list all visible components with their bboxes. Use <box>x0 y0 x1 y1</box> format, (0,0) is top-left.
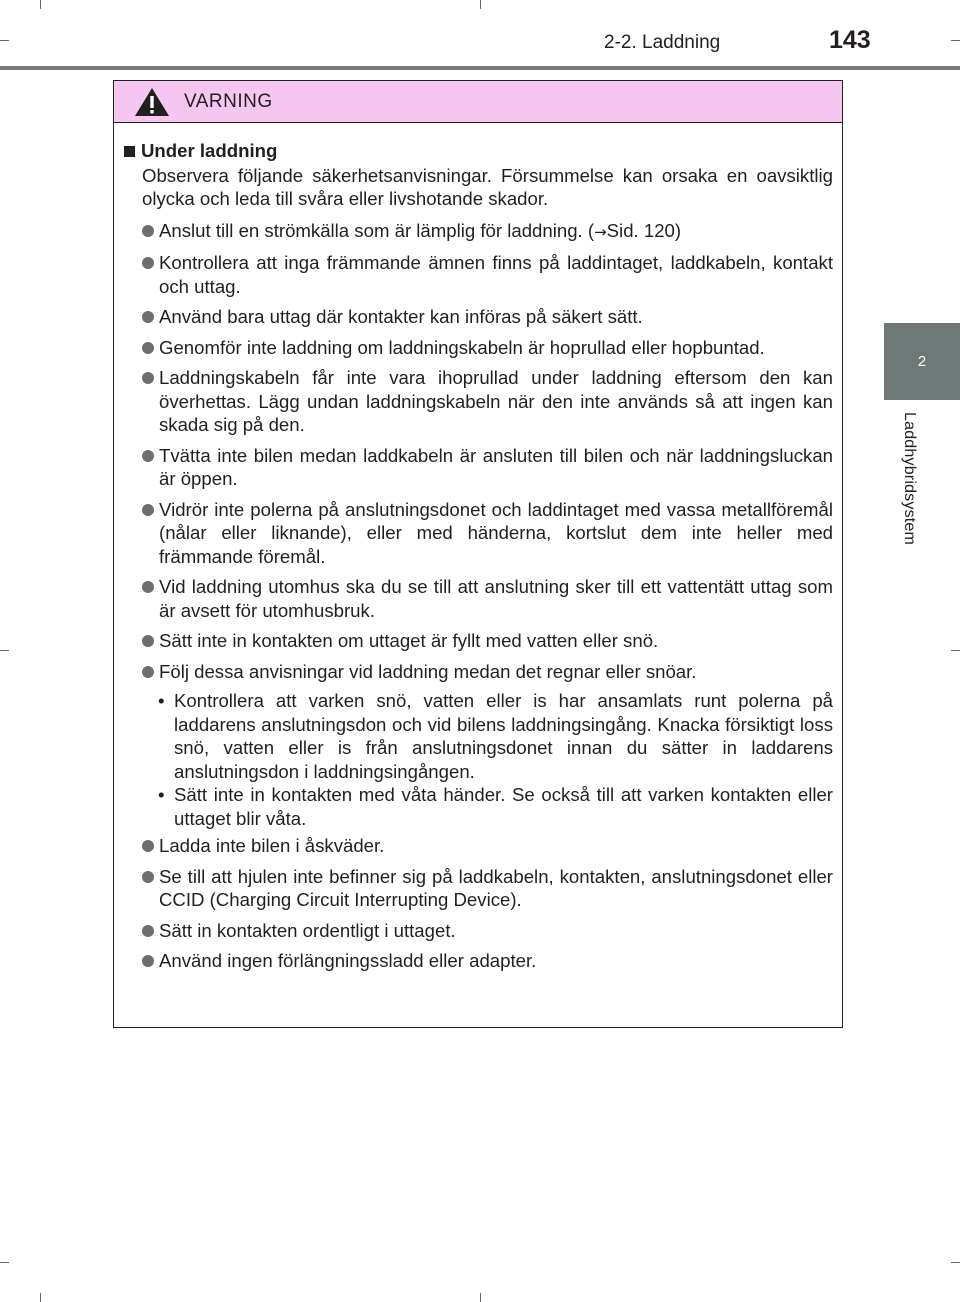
bullet-dot-icon <box>142 257 154 269</box>
bullet-text: Vid laddning utomhus ska du se till att anslutning sker till ett vattentätt uttag som är avsett för utomhusbruk. <box>159 576 833 621</box>
bullet-dot-icon <box>142 666 154 678</box>
bullet-dot-icon <box>142 840 154 852</box>
page-number: 143 <box>829 26 871 54</box>
bullet-item <box>124 336 833 360</box>
crop-mark <box>480 0 481 9</box>
sub-bullet-marker: • <box>158 784 165 805</box>
bullet-dot-icon <box>142 871 154 883</box>
bullet-item <box>124 251 833 298</box>
bullet-item <box>124 575 833 622</box>
crop-mark <box>0 1262 9 1263</box>
bullet-text: Ladda inte bilen i åskväder. <box>159 835 385 856</box>
sub-bullet-list <box>124 689 833 830</box>
bullet-text: Sätt in kontakten ordentligt i uttaget. <box>159 919 456 941</box>
bullet-item <box>124 919 833 943</box>
bullet-item <box>124 366 833 437</box>
bullet-text: Tvätta inte bilen medan laddkabeln är ansluten till bilen och när laddningsluckan är öppen. <box>159 444 833 489</box>
bullet-text: Använd bara uttag där kontakter kan införas på säkert sätt. <box>159 306 643 327</box>
bullet-dot-icon <box>142 311 154 323</box>
arrow-icon: → <box>594 222 607 241</box>
bullet-item <box>124 949 833 973</box>
bullet-text: Använd ingen förlängningssladd eller adapter. <box>159 950 537 971</box>
chapter-number: 2 <box>917 353 927 370</box>
bullet-text: Följ dessa anvisningar vid laddning medan det regnar eller snöar. <box>159 660 697 682</box>
bullet-dot-icon <box>142 225 154 237</box>
crop-mark <box>951 40 960 41</box>
bullet-dot-icon <box>142 450 154 462</box>
bullet-item <box>124 444 833 491</box>
bullet-text: Sätt inte in kontakten om uttaget är fyllt med vatten eller snö. <box>159 630 659 651</box>
warning-triangle-icon <box>134 87 170 117</box>
warning-content <box>114 123 842 973</box>
bullet-text: Vidrör inte polerna på anslutningsdonet och laddintaget med vassa metallföremål (nålar eller liknande), eller med händerna, kortslut dem inte heller med främmande föremål. <box>159 498 833 567</box>
sub-bullet-text: Sätt inte in kontakten med våta händer. Se också till att varken kontakten eller uttaget blir våta. <box>174 784 833 829</box>
chapter-tab <box>884 323 960 400</box>
bullet-text-part: Anslut till en strömkälla som är lämplig för laddning. ( <box>159 219 595 241</box>
crop-mark <box>951 650 960 651</box>
warning-label: VARNING <box>184 90 273 112</box>
bullet-dot-icon <box>142 581 154 593</box>
bullet-text: Genomför inte laddning om laddningskabeln är hoprullad eller hopbuntad. <box>159 336 765 358</box>
chapter-label: Laddhybridsystem <box>901 412 918 546</box>
intro-text: Observera följande säkerhetsanvisningar. Försummelse kan orsaka en oavsiktlig olycka och leda till svåra eller livshotande skador. <box>142 164 833 209</box>
sub-bullet-marker: • <box>158 690 165 711</box>
bullet-dot-icon <box>142 635 154 647</box>
bullet-item <box>124 865 833 912</box>
warning-header <box>114 81 842 123</box>
bullet-dot-icon <box>142 925 154 937</box>
bullet-text: Kontrollera att inga främmande ämnen finns på laddintaget, laddkabeln, kontakt och uttag. <box>159 252 833 297</box>
bullet-dot-icon <box>142 504 154 516</box>
bullet-text <box>159 219 833 245</box>
page-reference-link[interactable]: Sid. 120) <box>606 219 682 241</box>
bullet-item <box>124 834 833 858</box>
section-heading: 2-2. Laddning <box>604 32 721 53</box>
bullet-text: Se till att hjulen inte befinner sig på laddkabeln, kontakten, anslutningsdonet eller CCID (Charging Circuit Interrupting Device). <box>159 865 833 910</box>
crop-mark <box>0 40 9 41</box>
header-rule <box>0 66 960 70</box>
warning-box <box>113 80 843 1028</box>
sub-bullet-item <box>158 689 833 783</box>
bullet-item <box>124 305 833 329</box>
bullet-item <box>124 498 833 569</box>
sub-bullet-item <box>158 783 833 830</box>
bullet-dot-icon <box>142 955 154 967</box>
section-title-text: Under laddning <box>141 140 278 161</box>
crop-mark <box>951 1262 960 1263</box>
section-title <box>124 139 833 163</box>
crop-mark <box>0 650 9 651</box>
crop-mark <box>40 0 41 9</box>
bullet-item <box>124 219 833 245</box>
bullet-dot-icon <box>142 372 154 384</box>
crop-mark <box>480 1293 481 1302</box>
bullet-item <box>124 660 833 684</box>
bullet-dot-icon <box>142 342 154 354</box>
sub-bullet-text: Kontrollera att varken snö, vatten eller is har ansamlats runt polerna på laddarens anslutningsdon och vid bilens laddningsingång. Knacka försiktigt loss snö, vatten eller is från anslutningsdonet innan du sätter in laddarens anslutningsdon i laddningsingången. <box>174 690 833 782</box>
crop-mark <box>40 1293 41 1302</box>
bullet-text: Laddningskabeln får inte vara ihoprullad under laddning eftersom den kan överhettas. Lägg undan laddningskabeln när den inte används så att ingen kan skada sig på den. <box>159 367 833 435</box>
bullet-item <box>124 629 833 653</box>
square-bullet-icon <box>124 146 135 157</box>
